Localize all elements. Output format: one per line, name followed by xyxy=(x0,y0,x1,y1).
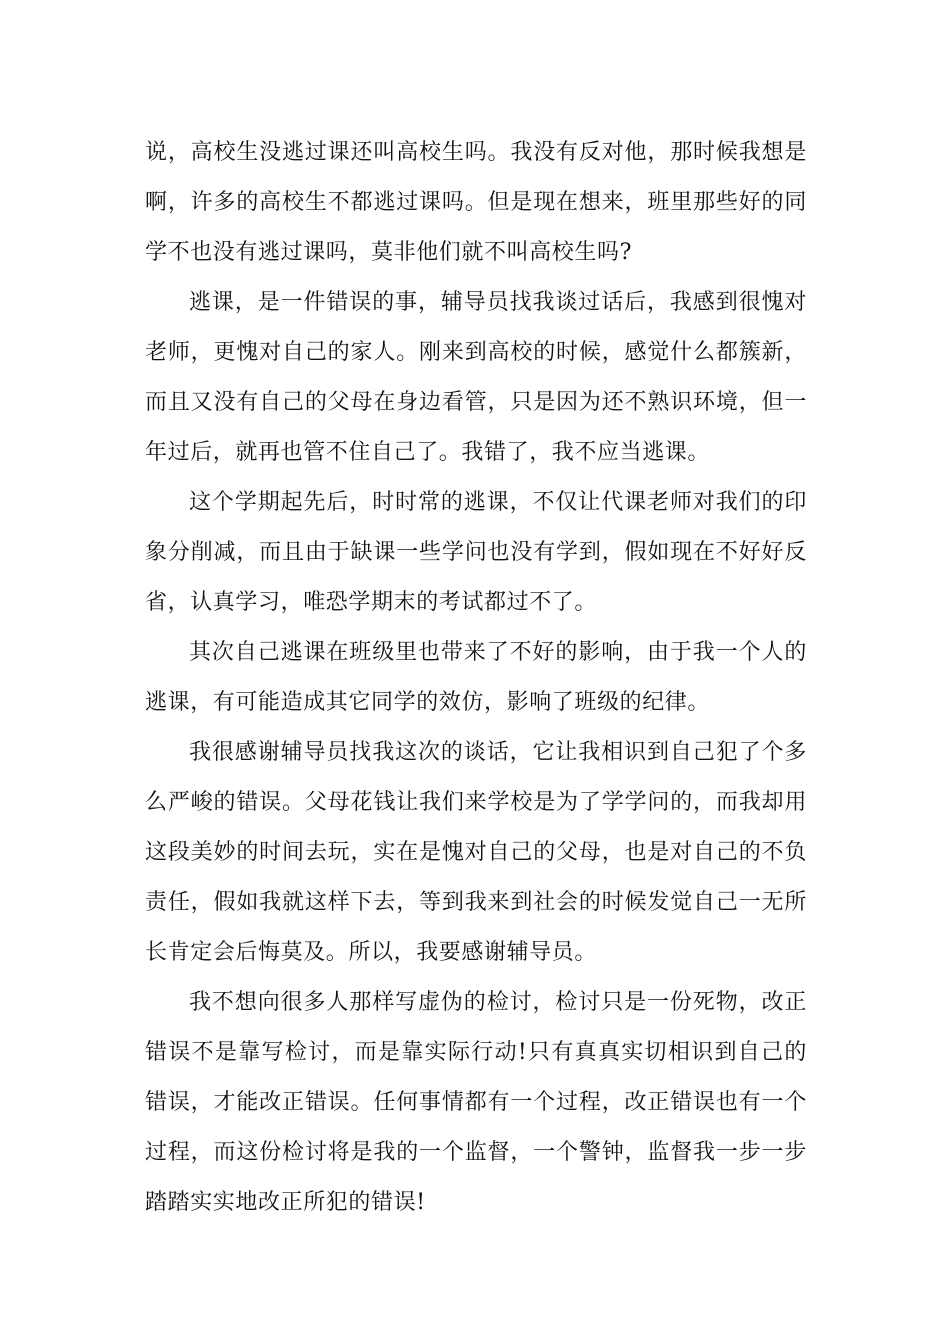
paragraph: 这个学期起先后，时时常的逃课，不仅让代课老师对我们的印象分削减，而且由于缺课一些学问也没有学到，假如现在不好好反省，认真学习，唯恐学期末的考试都过不了。 xyxy=(145,490,807,615)
paragraph: 其次自己逃课在班级里也带来了不好的影响，由于我一个人的逃课，有可能造成其它同学的效仿，影响了班级的纪律。 xyxy=(145,640,807,715)
paragraph: 逃课，是一件错误的事，辅导员找我谈过话后，我感到很愧对老师，更愧对自己的家人。刚来到高校的时候，感觉什么都簇新，而且又没有自己的父母在身边看管，只是因为还不熟识环境，但一年过后，就再也管不住自己了。我错了，我不应当逃课。 xyxy=(145,290,807,465)
paragraph: 我不想向很多人那样写虚伪的检讨，检讨只是一份死物，改正错误不是靠写检讨，而是靠实际行动!只有真真实切相识到自己的错误，才能改正错误。任何事情都有一个过程，改正错误也有一个过程，而这份检讨将是我的一个监督，一个警钟，监督我一步一步踏踏实实地改正所犯的错误! xyxy=(145,990,807,1215)
paragraph: 说，高校生没逃过课还叫高校生吗。我没有反对他，那时候我想是啊，许多的高校生不都逃过课吗。但是现在想来，班里那些好的同学不也没有逃过课吗，莫非他们就不叫高校生吗? xyxy=(145,140,807,265)
paragraph: 我很感谢辅导员找我这次的谈话，它让我相识到自己犯了个多么严峻的错误。父母花钱让我们来学校是为了学学问的，而我却用这段美妙的时间去玩，实在是愧对自己的父母，也是对自己的不负责任，假如我就这样下去，等到我来到社会的时候发觉自己一无所长肯定会后悔莫及。所以，我要感谢辅导员。 xyxy=(145,740,807,965)
